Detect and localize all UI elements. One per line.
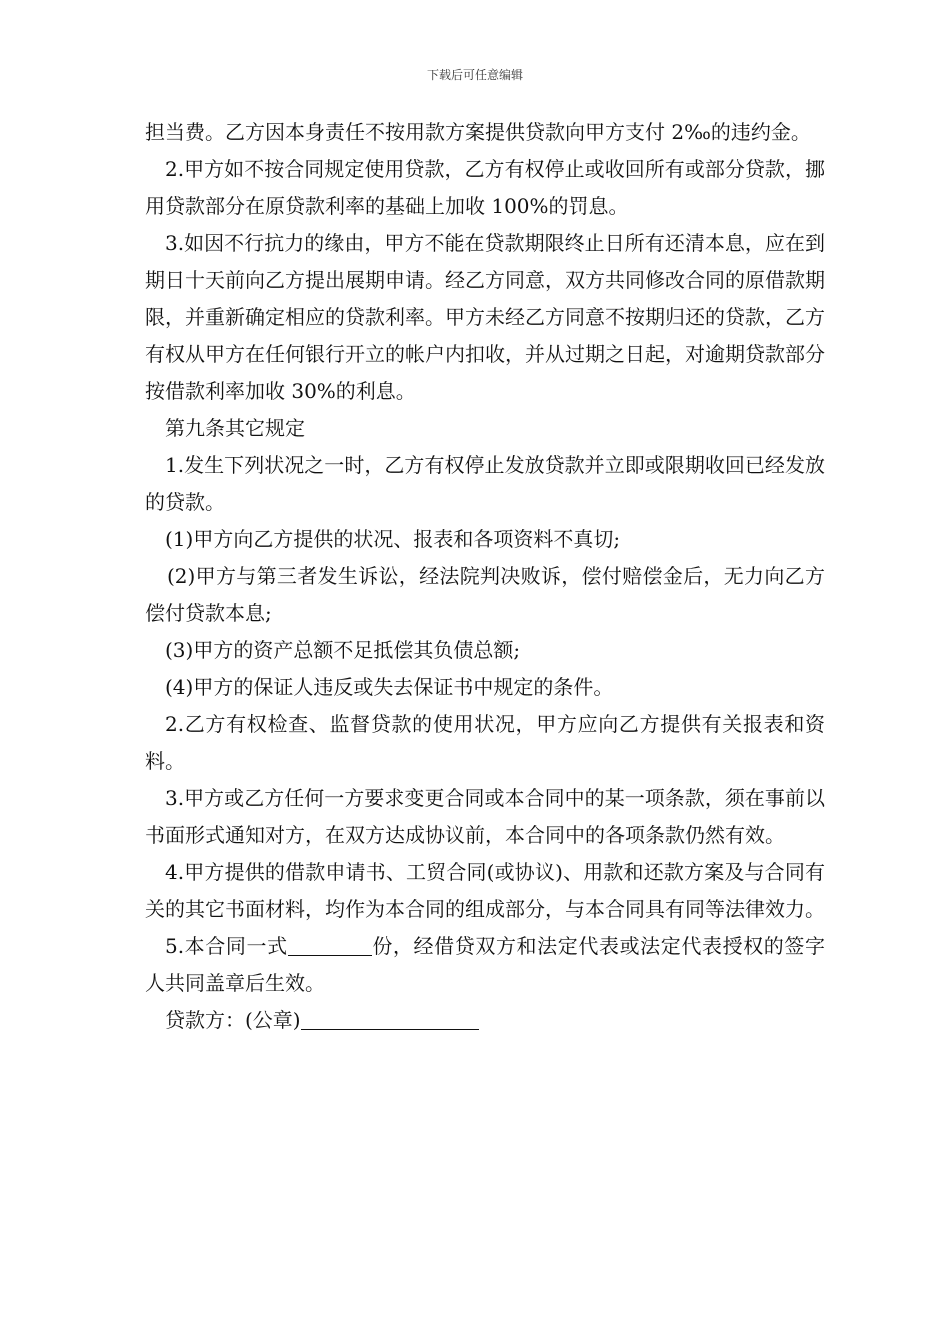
list-item-3: (3)甲方的资产总额不足抵偿其负债总额; (165, 638, 521, 662)
signature-label: 贷款方：(公章) (165, 1008, 301, 1032)
document-body (145, 114, 825, 1039)
paragraph-misuse: 2.甲方如不按合同规定使用贷款，乙方有权停止或收回所有或部分贷款，挪用贷款部分在原贷款利率的基础上加收 100%的罚息。 (145, 157, 825, 218)
copies-blank-field (288, 935, 372, 956)
paragraph-copies (145, 928, 825, 1002)
paragraph-amendment: 3.甲方或乙方任何一方要求变更合同或本合同中的某一项条款，须在事前以书面形式通知对方，在双方达成协议前，本合同中的各项条款仍然有效。 (145, 786, 825, 847)
list-item-4: (4)甲方的保证人违反或失去保证书中规定的条件。 (165, 675, 614, 699)
list-item-1: (1)甲方向乙方提供的状况、报表和各项资料不真切; (165, 527, 621, 551)
copies-text-before: 5.本合同一式 (165, 934, 288, 958)
signature-line (145, 1002, 825, 1039)
paragraph-force-majeure: 3.如因不行抗力的缘由，甲方不能在贷款期限终止日所有还清本息，应在到期日十天前向乙方提出展期申请。经乙方同意，双方共同修改合同的原借款期限，并重新确定相应的贷款利率。甲方未经乙方同意不按期归还的贷款，乙方有权从甲方在任何银行开立的帐户内扣收，并从过期之日起，对逾期贷款部分按借款利率加收 30%的利息。 (145, 231, 825, 403)
copies-text-after: 份，经借贷双方和法定代表或法定代表授权的签字人共同盖章后生效。 (145, 934, 826, 995)
section-heading-article-9: 第九条其它规定 (165, 416, 305, 440)
paragraph-stop-loan: 1.发生下列状况之一时，乙方有权停止发放贷款并立即或限期收回已经发放的贷款。 (145, 453, 825, 514)
list-item-2: (2)甲方与第三者发生诉讼，经法院判决败诉，偿付赔偿金后，无力向乙方偿付贷款本息; (145, 564, 825, 625)
paragraph-fee: 担当费。乙方因本身责任不按用款方案提供贷款向甲方支付 2‰的违约金。 (145, 120, 811, 144)
paragraph-inspection: 2.乙方有权检查、监督贷款的使用状况，甲方应向乙方提供有关报表和资料。 (145, 712, 825, 773)
signature-blank-field (301, 1009, 479, 1030)
page-header: 下载后可任意编辑 (426, 68, 523, 82)
paragraph-attachments: 4.甲方提供的借款申请书、工贸合同(或协议)、用款和还款方案及与合同有关的其它书面材料，均作为本合同的组成部分，与本合同具有同等法律效力。 (145, 860, 825, 921)
